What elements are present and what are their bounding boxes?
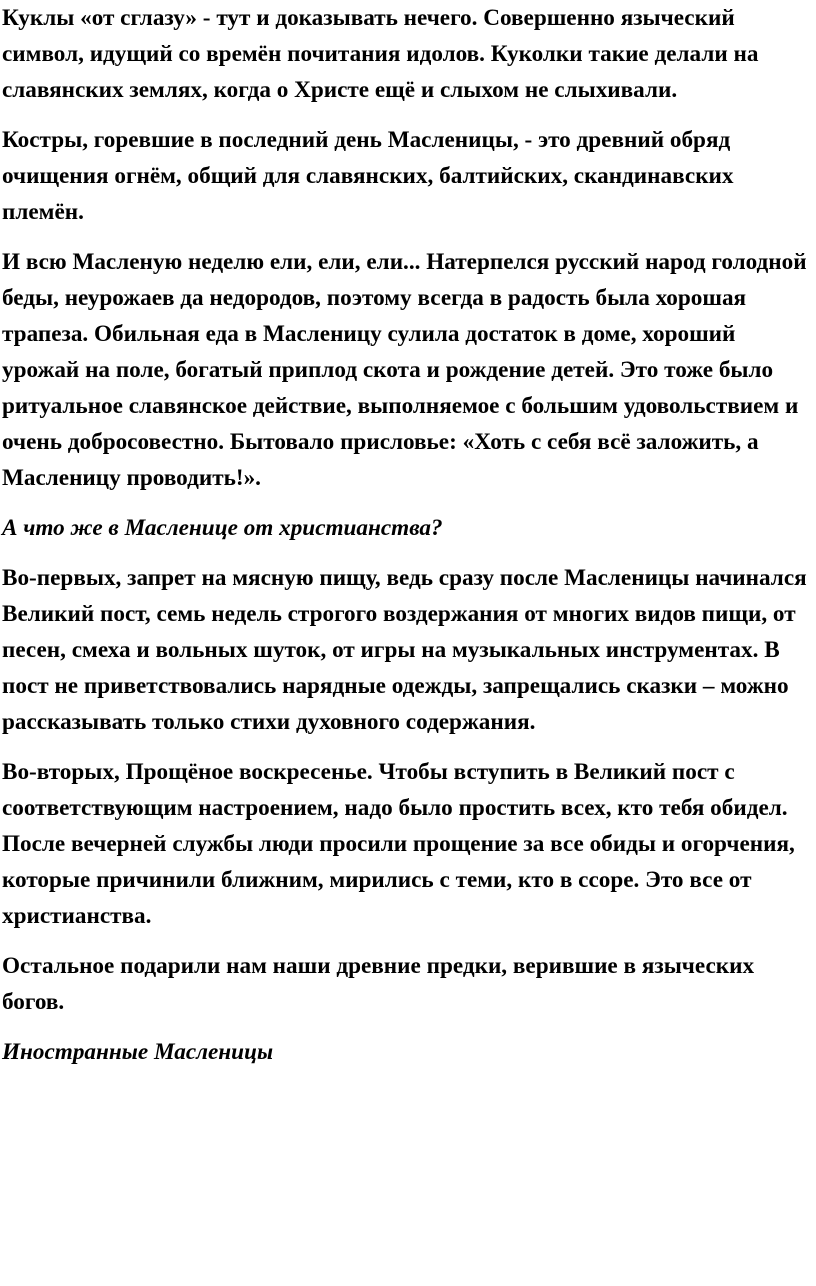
paragraph-dolls: Куклы «от сглазу» - тут и доказывать нечего. Совершенно языческий символ, идущий со времён почитания идолов. Куколки такие делали на славянских землях, когда о Христе ещё и слыхом не слыхивали.: [2, 5, 759, 103]
paragraph-ancestors: Остальное подарили нам наши древние предки, верившие в языческих богов.: [2, 953, 755, 1015]
paragraph-feasting: И всю Масленую неделю ели, ели, ели... Натерпелся русский народ голодной беды, неурожаев да недородов, поэтому всегда в радость была хорошая трапеза. Обильная еда в Масленицу сулила достаток в доме, хороший урожай на поле, богатый приплод скота и рождение детей. Это тоже было ритуальное славянское действие, выполняемое с большим удовольствием и очень добросовестно. Бытовало присловье: «Хоть с себя всё заложить, а Масленицу проводить!».: [2, 249, 807, 491]
paragraph-firstly: Во-первых, запрет на мясную пищу, ведь сразу после Масленицы начинался Великий пост, семь недель строгого воздержания от многих видов пищи, от песен, смеха и вольных шуток, от игры на музыкальных инструментах. В пост не приветствовались нарядные одежды, запрещались сказки – можно рассказывать только стихи духовного содержания.: [2, 565, 807, 735]
paragraph-secondly: Во-вторых, Прощёное воскресенье. Чтобы вступить в Великий пост с соответствующим настроением, надо было простить всех, кто тебя обидел. После вечерней службы люди просили прощение за все обиды и огорчения, которые причинили ближним, мирились с теми, кто в ссоре. Это все от христианства.: [2, 759, 795, 929]
heading-christianity-question: А что же в Масленице от христианства?: [2, 515, 443, 541]
paragraph-bonfires: Костры, горевшие в последний день Масленицы, - это древний обряд очищения огнём, общий для славянских, балтийских, скандинавских племён.: [2, 127, 734, 225]
heading-foreign-maslenitsa: Иностранные Масленицы: [2, 1039, 274, 1065]
